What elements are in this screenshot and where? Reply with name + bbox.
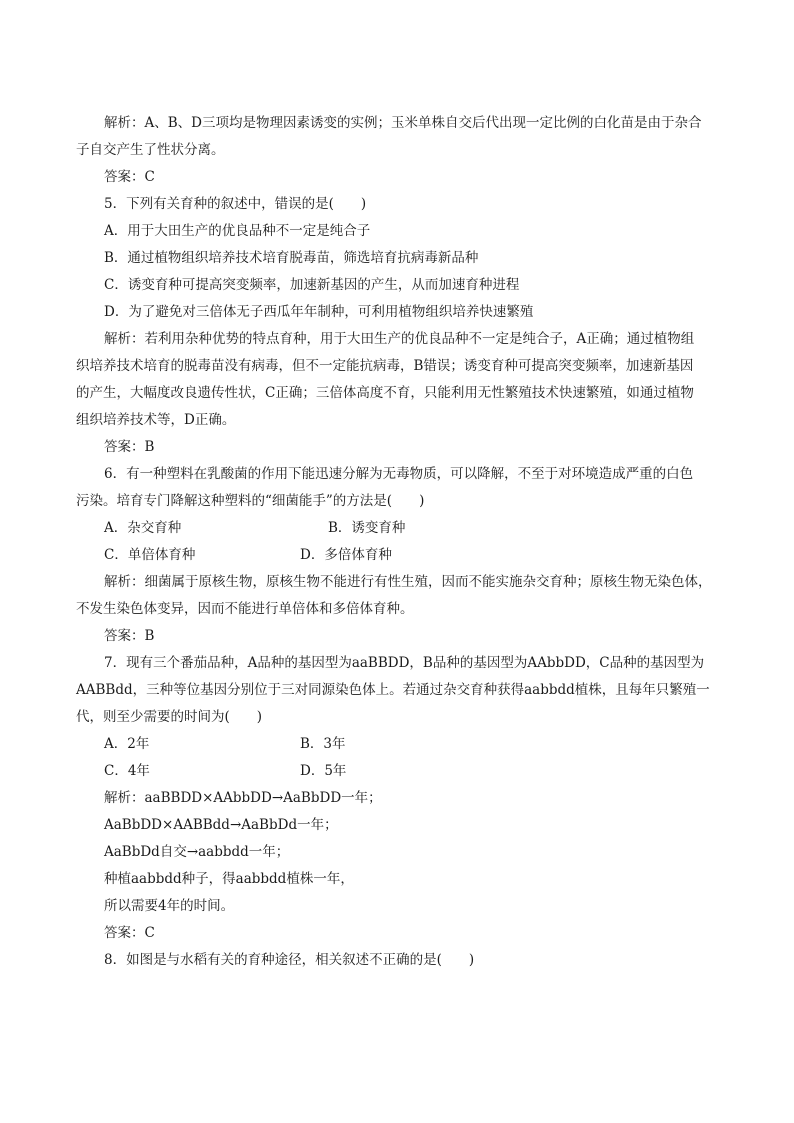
q5-option-c: C．诱变育种可提高突变频率，加速新基因的产生，从而加速育种进程 <box>104 277 520 293</box>
q6-option-c: C．单倍体育种 <box>104 547 196 563</box>
q6-analysis-line-2: 不发生染色体变异，因而不能进行单倍体和多倍体育种。 <box>76 601 414 617</box>
q5-option-b: B．通过植物组织培养技术培育脱毒苗，筛选培育抗病毒新品种 <box>104 250 479 266</box>
q7-options-row-1 <box>0 731 794 758</box>
q5-stem: 5．下列有关育种的叙述中，错误的是( ) <box>104 196 367 212</box>
q5-analysis-line-1: 解析：若利用杂种优势的特点育种，用于大田生产的优良品种不一定是纯合子，A正确；通过植物组 <box>104 331 695 347</box>
q7-option-b: B．3年 <box>300 736 346 752</box>
q6-answer: 答案：B <box>104 628 155 644</box>
q7-analysis-line-1: 解析：aaBBDD×AAbbDD→AaBbDD一年； <box>104 790 382 806</box>
q5-analysis-line-2: 织培养技术培育的脱毒苗没有病毒，但不一定能抗病毒，B错误；诱变育种可提高突变频率，加速新基因 <box>76 358 694 374</box>
page-content <box>0 110 794 974</box>
q7-option-c: C．4年 <box>104 763 150 779</box>
q6-option-a: A．杂交育种 <box>104 520 182 536</box>
q5-option-d: D．为了避免对三倍体无子西瓜年年制种，可利用植物组织培养快速繁殖 <box>104 304 534 320</box>
q4-analysis-line-2: 子自交产生了性状分离。 <box>76 142 225 158</box>
q5-analysis-line-4: 组织培养技术等，D正确。 <box>76 412 236 428</box>
q7-analysis-line-4: 种植aabbdd种子，得aabbdd植株一年， <box>104 871 354 887</box>
q7-stem-line-3: 代，则至少需要的时间为( ) <box>76 709 263 725</box>
q6-option-b: B．诱变育种 <box>328 520 406 536</box>
q6-stem-line-2: 污染。培育专门降解这种塑料的“细菌能手”的方法是( ) <box>76 493 425 509</box>
q6-options-row-1 <box>0 515 794 542</box>
q7-option-d: D．5年 <box>300 763 347 779</box>
q4-analysis-line-1: 解析：A、B、D三项均是物理因素诱变的实例；玉米单株自交后代出现一定比例的白化苗是由于杂合 <box>104 115 702 131</box>
q7-stem-line-2: AABBdd，三种等位基因分别位于三对同源染色体上。若通过杂交育种获得aabbdd植株，且每年只繁殖一 <box>76 682 710 698</box>
q7-option-a: A．2年 <box>104 736 150 752</box>
q5-analysis-line-3: 的产生，大幅度改良遗传性状，C正确；三倍体高度不育，只能利用无性繁殖技术快速繁殖，如通过植物 <box>76 385 694 401</box>
q7-answer: 答案：C <box>104 925 155 941</box>
q7-stem-line-1: 7．现有三个番茄品种，A品种的基因型为aaBBDD，B品种的基因型为AAbbDD，C品种的基因型为 <box>104 655 705 671</box>
q5-answer: 答案：B <box>104 439 155 455</box>
q6-stem-line-1: 6．有一种塑料在乳酸菌的作用下能迅速分解为无毒物质，可以降解，不至于对环境造成严重的白色 <box>104 466 694 482</box>
q6-options-row-2 <box>0 542 794 569</box>
q4-answer: 答案：C <box>104 169 155 185</box>
q5-option-a: A．用于大田生产的优良品种不一定是纯合子 <box>104 223 371 239</box>
q7-analysis-line-3: AaBbDd自交→aabbdd一年； <box>104 844 290 860</box>
q8-stem: 8．如图是与水稻有关的育种途径，相关叙述不正确的是( ) <box>104 952 475 968</box>
q6-option-d: D．多倍体育种 <box>300 547 392 563</box>
q7-analysis-line-5: 所以需要4年的时间。 <box>104 898 235 914</box>
q7-analysis-line-2: AaBbDD×AABBdd→AaBbDd一年； <box>104 817 338 833</box>
q6-analysis-line-1: 解析：细菌属于原核生物，原核生物不能进行有性生殖，因而不能实施杂交育种；原核生物无染色体， <box>104 574 712 590</box>
q7-options-row-2 <box>0 758 794 785</box>
